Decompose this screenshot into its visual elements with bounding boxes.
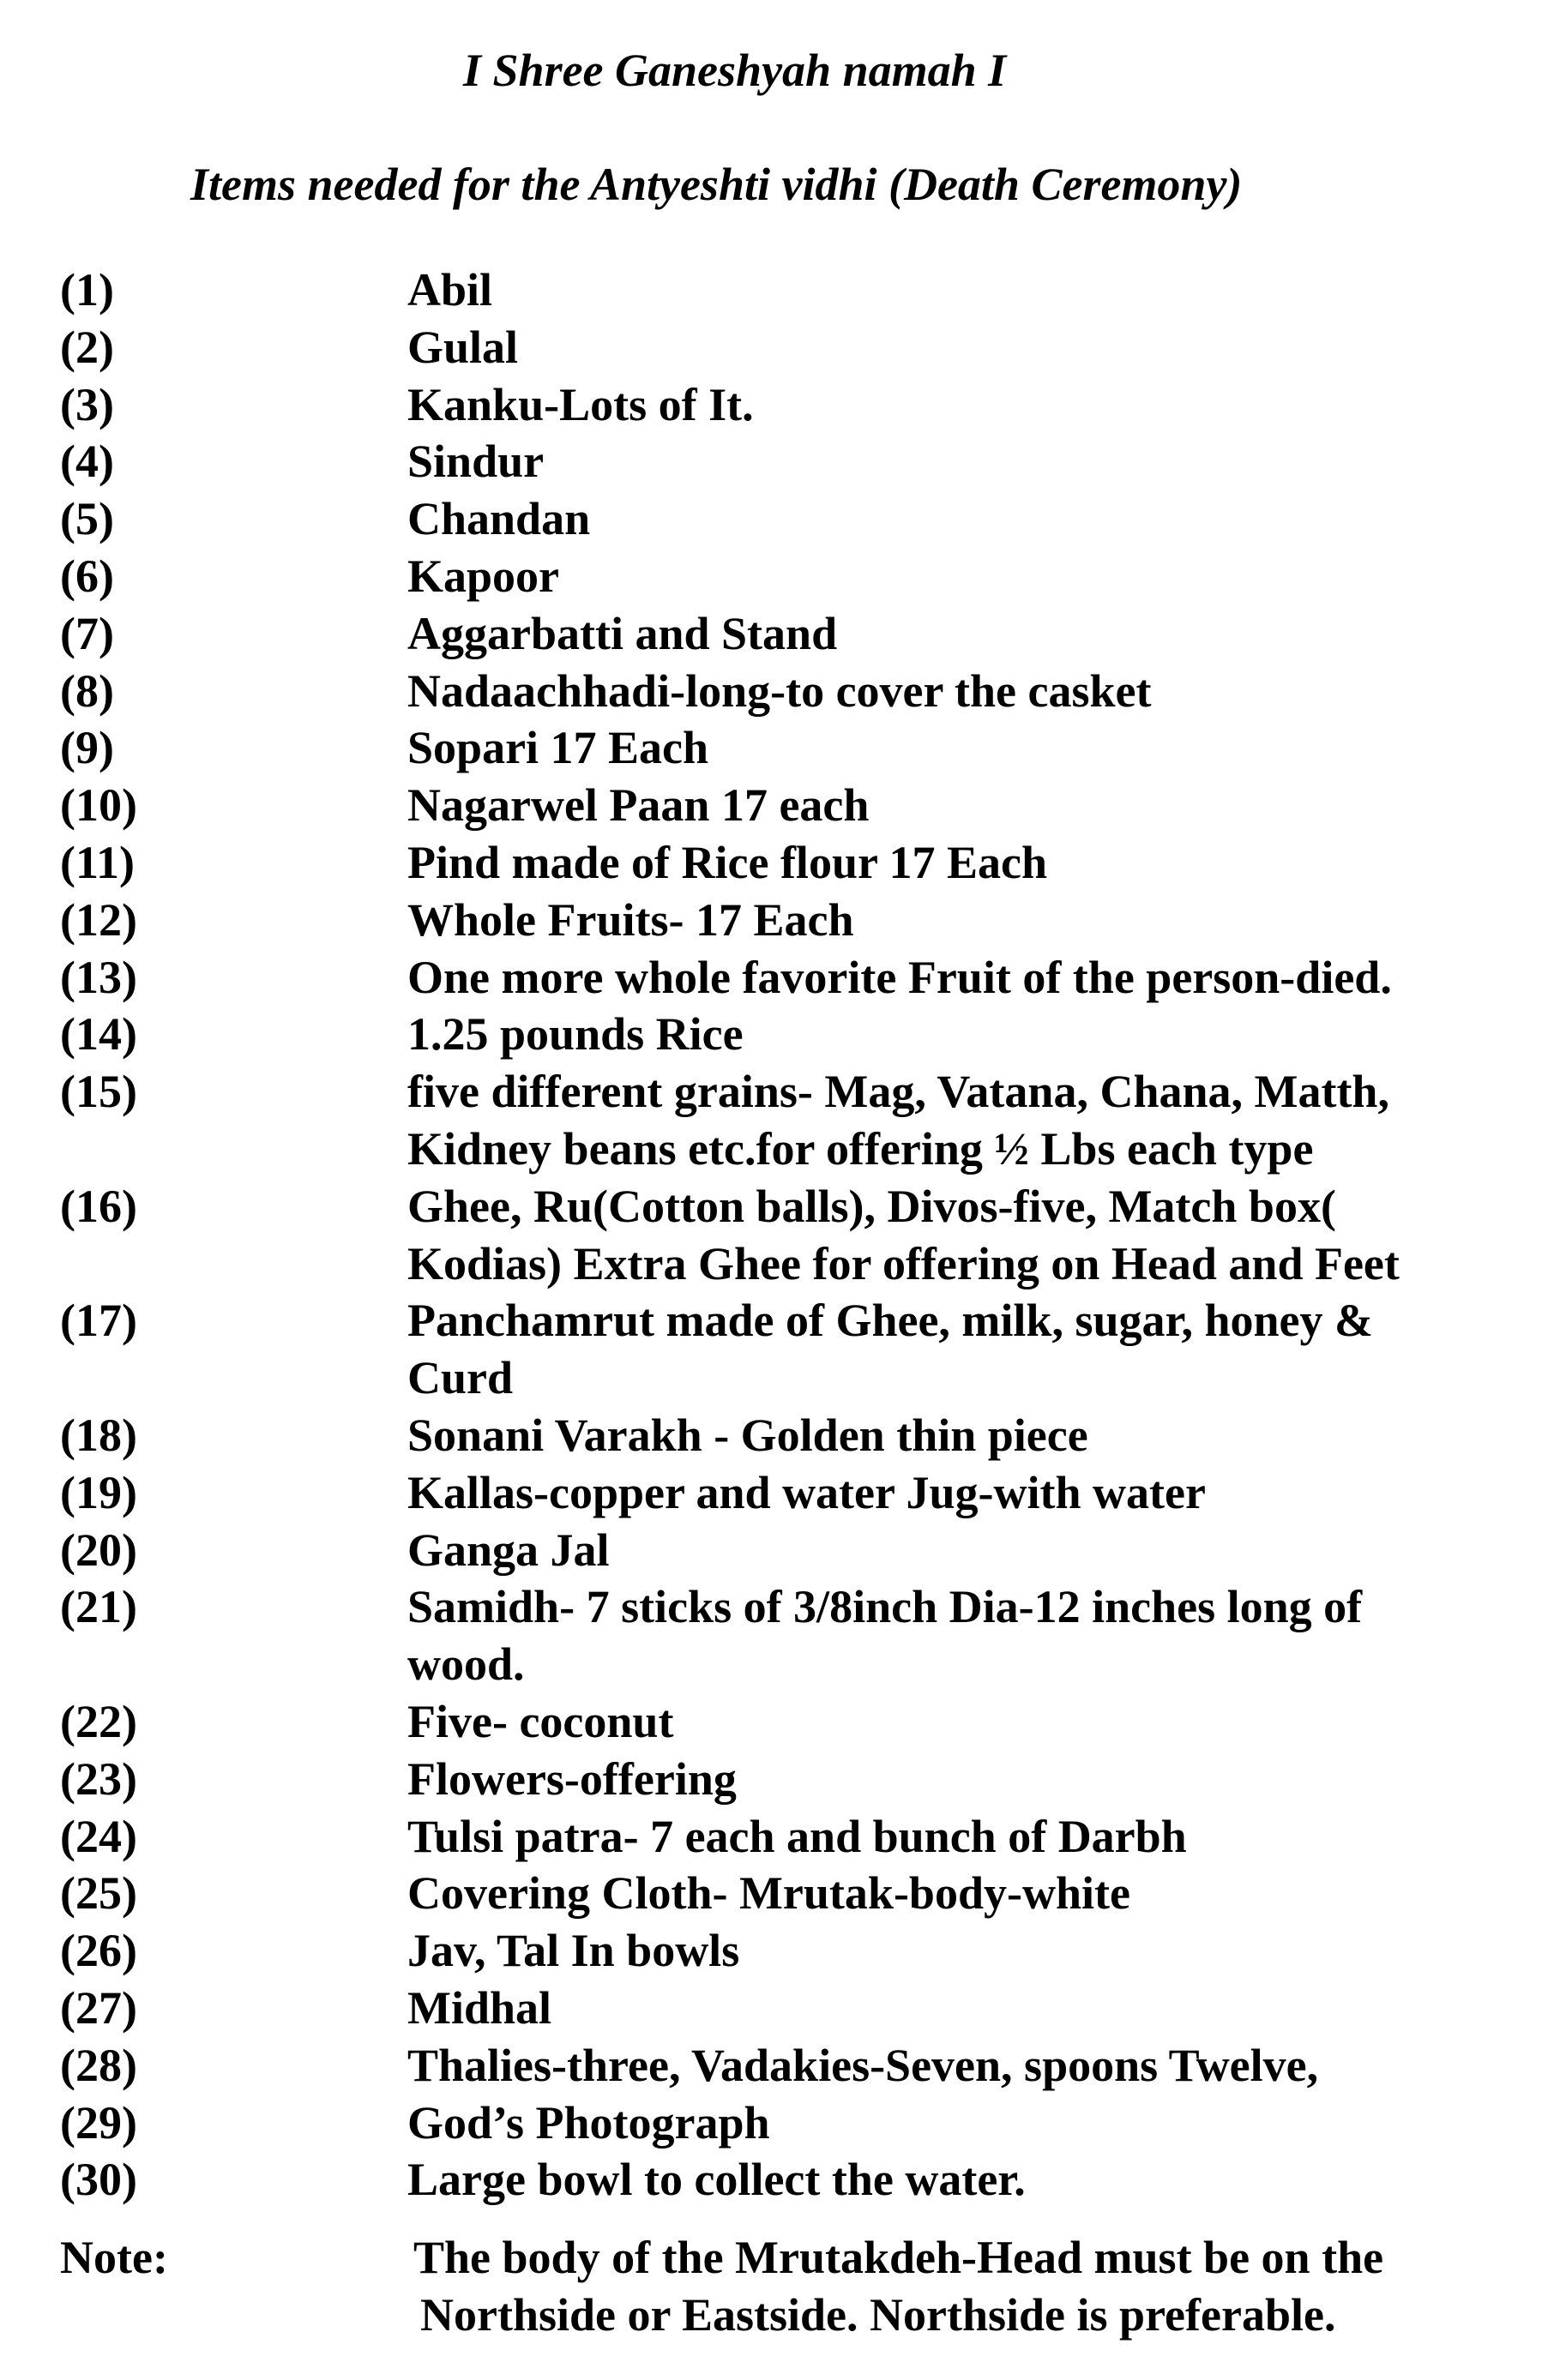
item-text-line: Jav, Tal In bowls bbox=[407, 1925, 740, 1977]
item-text-line: Five- coconut bbox=[407, 1695, 674, 1747]
item-text bbox=[407, 663, 1518, 720]
list-item bbox=[60, 834, 1518, 892]
item-text-line: 1.25 pounds Rice bbox=[407, 1008, 744, 1061]
item-text-line: Tulsi patra- 7 each and bunch of Darbh bbox=[407, 1810, 1187, 1862]
item-text bbox=[407, 376, 1518, 434]
item-text bbox=[407, 1808, 1518, 1866]
list-item bbox=[60, 719, 1518, 777]
item-text-line: Kapoor bbox=[407, 550, 560, 602]
item-number: (23) bbox=[60, 1752, 137, 1805]
list-item bbox=[60, 2037, 1518, 2095]
item-text bbox=[407, 2037, 1518, 2095]
list-item bbox=[60, 1292, 1518, 1407]
item-text-line: Sindur bbox=[407, 436, 545, 488]
list-item bbox=[60, 319, 1518, 376]
item-text-line: Chandan bbox=[407, 493, 591, 545]
invocation-heading: I Shree Ganeshyah namah I bbox=[463, 45, 1007, 96]
list-item bbox=[60, 1578, 1518, 1693]
list-item bbox=[60, 1751, 1518, 1808]
list-item bbox=[60, 949, 1518, 1007]
list-item bbox=[60, 261, 1518, 319]
item-number: (21) bbox=[60, 1581, 137, 1633]
list-item bbox=[60, 1922, 1518, 1980]
item-text-line: Covering Cloth- Mrutak-body-white bbox=[407, 1867, 1130, 1920]
item-text-line: Large bowl to collect the water. bbox=[407, 2154, 1026, 2206]
item-number: (20) bbox=[60, 1524, 137, 1576]
item-text-line: five different grains- Mag, Vatana, Chana, Matth, bbox=[407, 1066, 1389, 1118]
list-item bbox=[60, 1693, 1518, 1751]
item-number: (17) bbox=[60, 1295, 137, 1347]
item-number: (24) bbox=[60, 1810, 137, 1862]
note bbox=[60, 2229, 1518, 2344]
item-text bbox=[407, 777, 1518, 834]
item-text bbox=[407, 1063, 1518, 1178]
item-number: (30) bbox=[60, 2154, 137, 2206]
list-item bbox=[60, 548, 1518, 605]
item-text bbox=[407, 261, 1518, 319]
item-text bbox=[407, 719, 1518, 777]
item-text bbox=[407, 605, 1518, 663]
item-text bbox=[407, 1922, 1518, 1980]
list-item bbox=[60, 433, 1518, 490]
item-number: (8) bbox=[60, 664, 114, 717]
list-item bbox=[60, 663, 1518, 720]
item-text bbox=[407, 1980, 1518, 2037]
list-item bbox=[60, 892, 1518, 949]
item-text-line: Sonani Varakh - Golden thin piece bbox=[407, 1409, 1088, 1461]
list-item bbox=[60, 2095, 1518, 2152]
item-text bbox=[407, 892, 1518, 949]
item-text bbox=[407, 319, 1518, 376]
item-text-line: Midhal bbox=[407, 1981, 552, 2034]
list-item bbox=[60, 1464, 1518, 1522]
list-item bbox=[60, 1006, 1518, 1063]
item-number: (25) bbox=[60, 1867, 137, 1920]
item-text bbox=[407, 2095, 1518, 2152]
item-text bbox=[407, 834, 1518, 892]
item-number: (4) bbox=[60, 436, 114, 488]
item-number: (11) bbox=[60, 836, 135, 888]
item-number: (27) bbox=[60, 1981, 137, 2034]
item-text bbox=[407, 1578, 1518, 1693]
item-text-line: Pind made of Rice flour 17 Each bbox=[407, 836, 1047, 888]
item-number: (6) bbox=[60, 550, 114, 602]
item-text bbox=[407, 1693, 1518, 1751]
item-text bbox=[407, 548, 1518, 605]
item-number: (19) bbox=[60, 1466, 137, 1518]
item-text-line: Kidney beans etc.for offering ½ Lbs each type bbox=[407, 1122, 1314, 1175]
item-text-line: Gulal bbox=[407, 321, 519, 373]
item-number: (2) bbox=[60, 321, 114, 373]
item-number: (16) bbox=[60, 1180, 137, 1232]
list-item bbox=[60, 605, 1518, 663]
item-number: (29) bbox=[60, 2096, 137, 2149]
list-item bbox=[60, 2151, 1518, 2209]
item-text bbox=[407, 949, 1518, 1007]
item-number: (1) bbox=[60, 264, 114, 316]
item-text-line: Ghee, Ru(Cotton balls), Divos-five, Match box( bbox=[407, 1180, 1336, 1232]
item-text-line: God’s Photograph bbox=[407, 2096, 770, 2149]
item-number: (15) bbox=[60, 1066, 137, 1118]
item-number: (28) bbox=[60, 2039, 137, 2091]
list-item bbox=[60, 376, 1518, 434]
item-text-line: Thalies-three, Vadakies-Seven, spoons Twelve, bbox=[407, 2039, 1319, 2091]
list-item bbox=[60, 1980, 1518, 2037]
item-text-line: Sopari 17 Each bbox=[407, 722, 709, 774]
list-item bbox=[60, 1865, 1518, 1922]
item-number: (12) bbox=[60, 893, 137, 946]
list-item bbox=[60, 490, 1518, 548]
item-number: (26) bbox=[60, 1925, 137, 1977]
item-text-line: Kanku-Lots of It. bbox=[407, 378, 754, 430]
item-number: (9) bbox=[60, 722, 114, 774]
item-number: (14) bbox=[60, 1008, 137, 1061]
item-text-line: wood. bbox=[407, 1638, 525, 1691]
item-text-line: Kallas-copper and water Jug-with water bbox=[407, 1466, 1206, 1518]
item-text bbox=[407, 433, 1518, 490]
item-text-line: Nadaachhadi-long-to cover the casket bbox=[407, 664, 1152, 717]
list-item bbox=[60, 1808, 1518, 1866]
list-item bbox=[60, 777, 1518, 834]
list-item bbox=[60, 1407, 1518, 1464]
item-text-line: Panchamrut made of Ghee, milk, sugar, honey & bbox=[407, 1295, 1374, 1347]
list-item bbox=[60, 1522, 1518, 1579]
note-line: Northside or Eastside. Northside is preferable. bbox=[420, 2288, 1336, 2341]
item-text bbox=[407, 1407, 1518, 1464]
item-text bbox=[407, 1522, 1518, 1579]
item-text-line: Kodias) Extra Ghee for offering on Head and Feet bbox=[407, 1237, 1400, 1289]
note-line: The body of the Mrutakdeh-Head must be on the bbox=[413, 2232, 1384, 2283]
item-text bbox=[407, 1178, 1518, 1293]
item-number: (5) bbox=[60, 493, 114, 545]
note-label: Note: bbox=[60, 2232, 168, 2283]
item-number: (3) bbox=[60, 378, 114, 430]
item-text-line: Aggarbatti and Stand bbox=[407, 607, 838, 659]
item-number: (7) bbox=[60, 607, 114, 659]
item-text bbox=[407, 1292, 1518, 1407]
list-item bbox=[60, 1063, 1518, 1178]
item-text bbox=[407, 2151, 1518, 2209]
item-text bbox=[407, 1006, 1518, 1063]
item-number: (22) bbox=[60, 1695, 137, 1747]
item-text-line: Whole Fruits- 17 Each bbox=[407, 893, 854, 946]
list-item bbox=[60, 1178, 1518, 1293]
item-text bbox=[407, 1751, 1518, 1808]
items-list bbox=[60, 261, 1518, 2209]
item-text-line: Ganga Jal bbox=[407, 1524, 610, 1576]
item-text bbox=[407, 490, 1518, 548]
item-text-line: Curd bbox=[407, 1352, 514, 1404]
item-number: (18) bbox=[60, 1409, 137, 1461]
note-text bbox=[407, 2229, 1518, 2344]
document-title: Items needed for the Antyeshti vidhi (Death Ceremony) bbox=[190, 159, 1243, 210]
item-number: (10) bbox=[60, 779, 137, 832]
item-text-line: Flowers-offering bbox=[407, 1752, 737, 1805]
item-text bbox=[407, 1865, 1518, 1922]
item-text-line: Samidh- 7 sticks of 3/8inch Dia-12 inches long of bbox=[407, 1581, 1363, 1633]
item-text-line: One more whole favorite Fruit of the person-died. bbox=[407, 951, 1392, 1003]
item-text-line: Nagarwel Paan 17 each bbox=[407, 779, 870, 832]
item-text-line: Abil bbox=[407, 264, 493, 316]
item-text bbox=[407, 1464, 1518, 1522]
item-number: (13) bbox=[60, 951, 137, 1003]
